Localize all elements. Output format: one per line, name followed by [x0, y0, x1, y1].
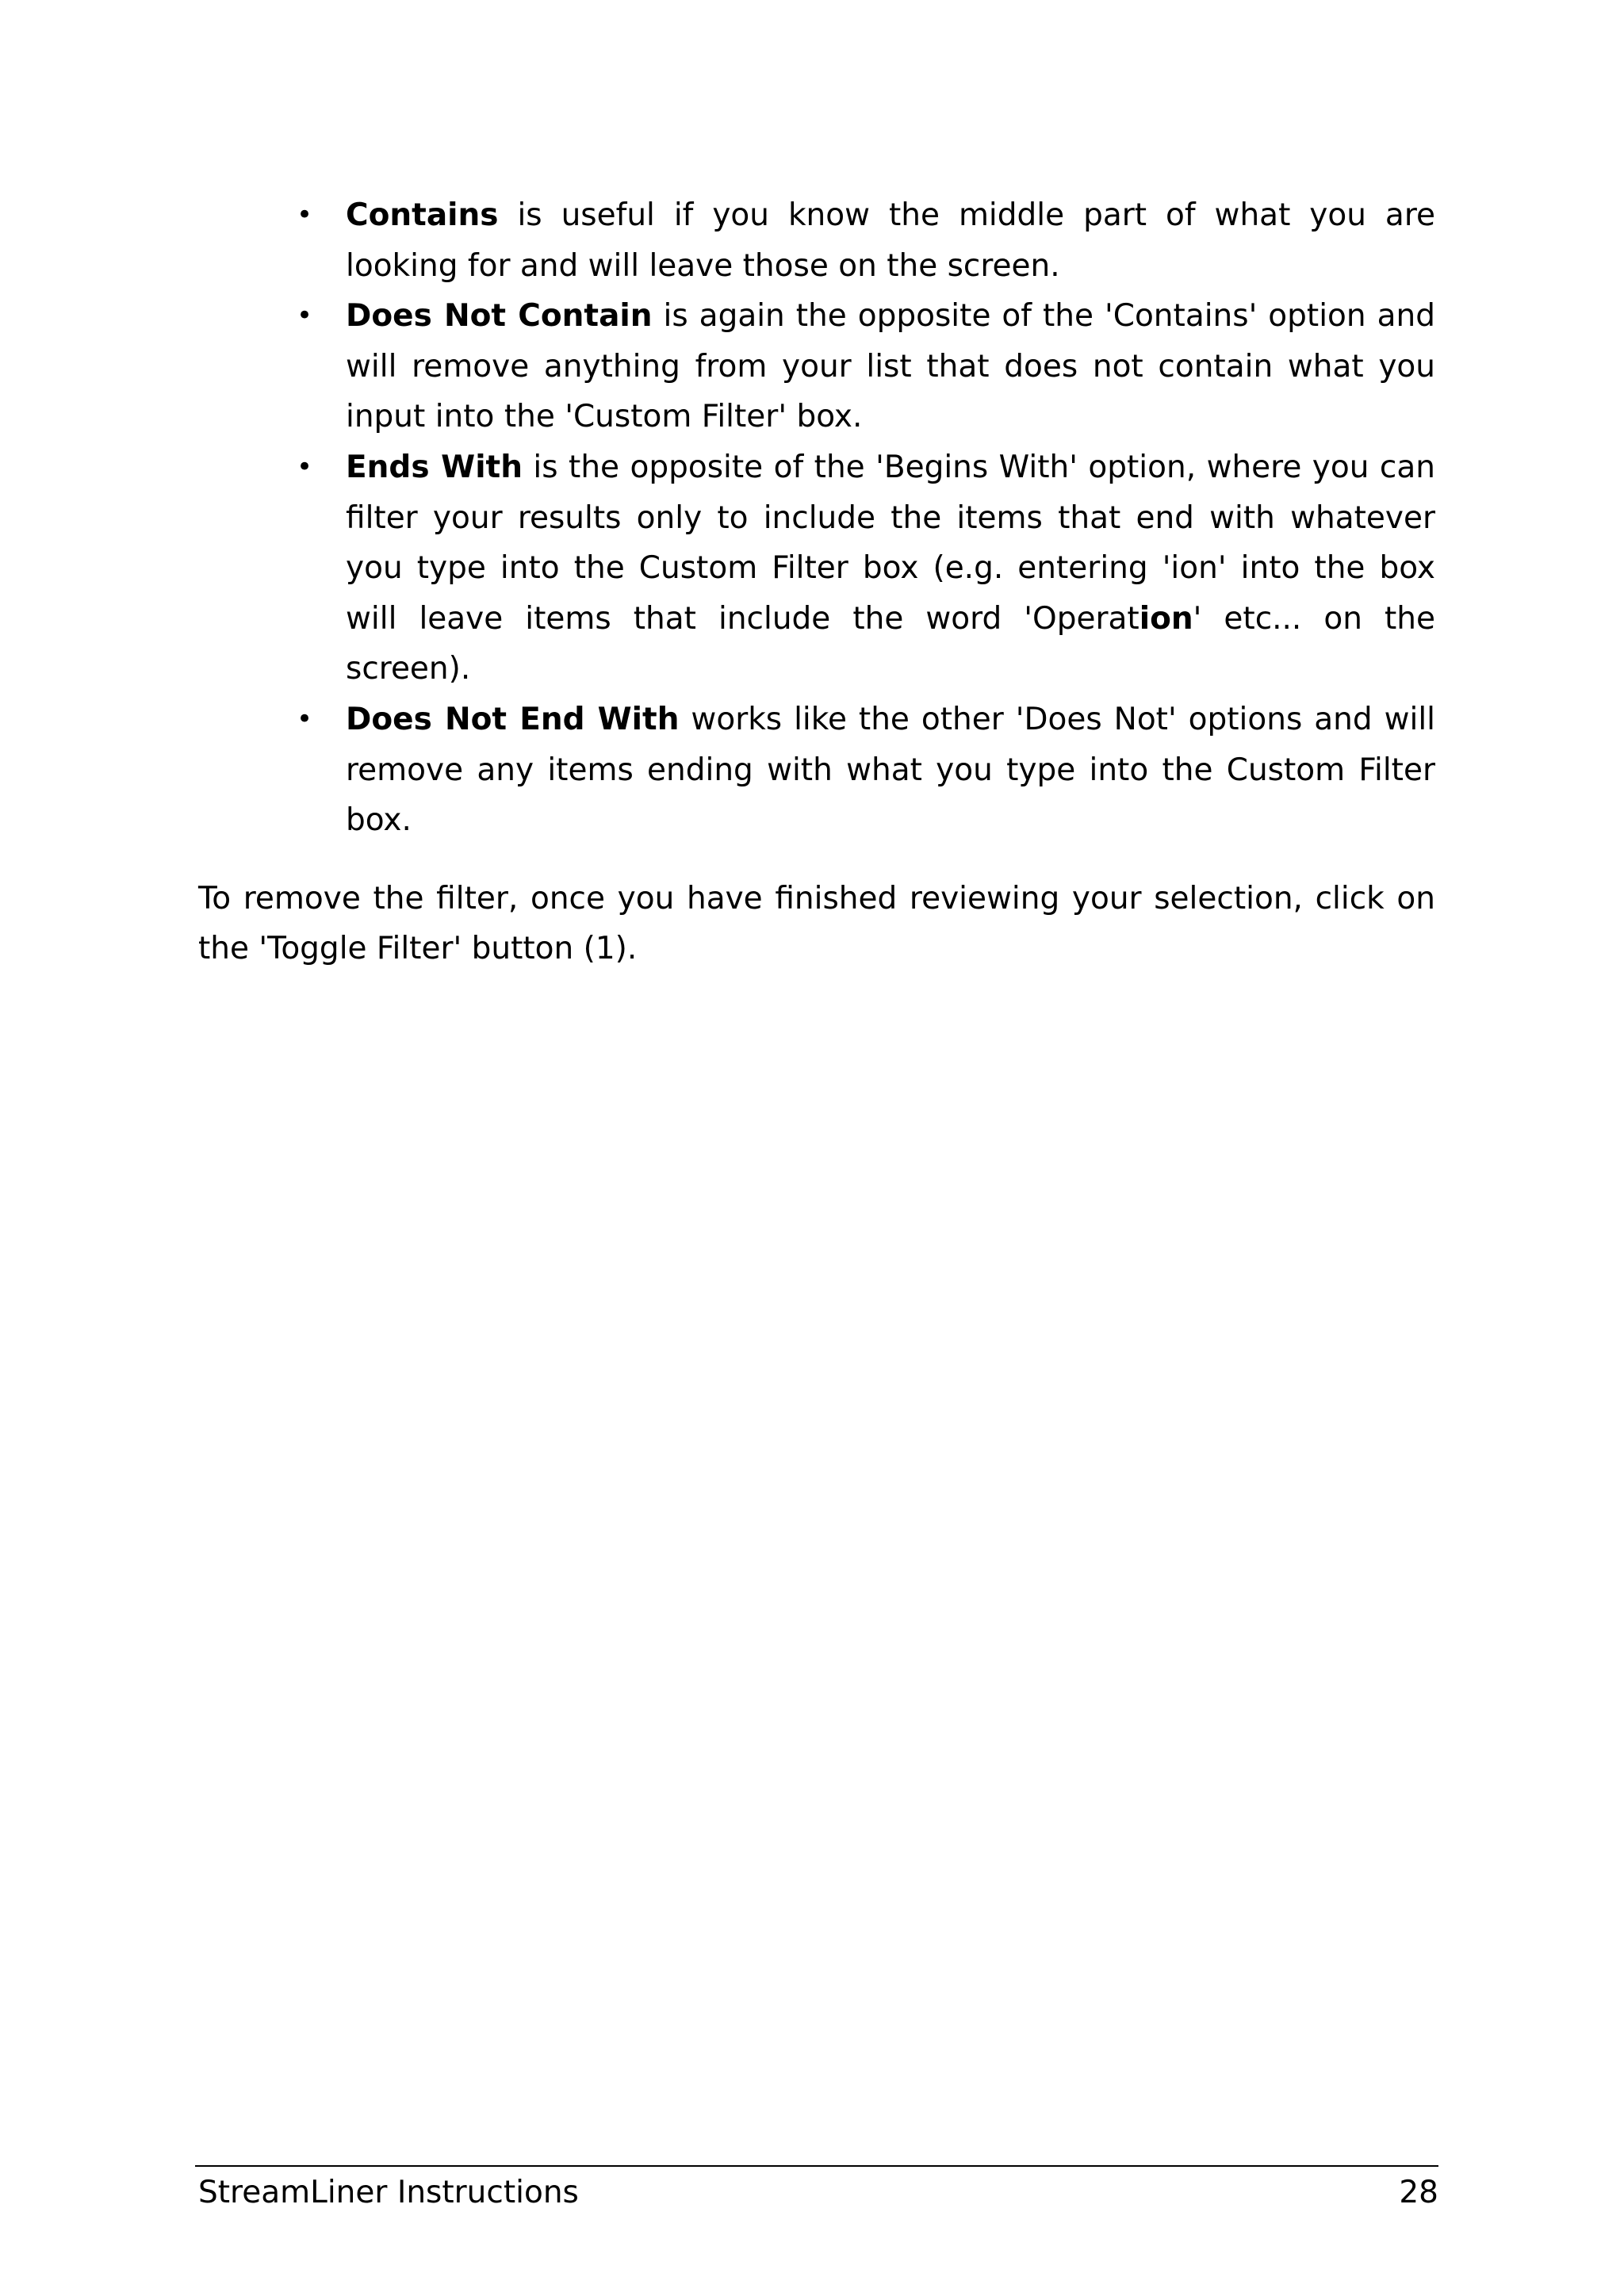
page-content: [198, 190, 1435, 974]
filter-options-list: [198, 190, 1435, 846]
option-description: is useful if you know the middle part of what you are looking for and will leave those on the screen.: [346, 197, 1435, 284]
bullet-icon: •: [297, 450, 313, 483]
bullet-icon: •: [297, 300, 313, 332]
footer-divider: [195, 2165, 1438, 2167]
option-description: works like the other 'Does Not' options and will remove any items ending with what you type into the Custom Filter box.: [346, 701, 1435, 839]
page-number: 28: [1399, 2175, 1438, 2210]
bullet-icon: •: [297, 199, 313, 231]
list-item: [198, 291, 1435, 442]
emphasized-suffix: ion: [1139, 600, 1193, 637]
list-item: [198, 442, 1435, 695]
option-description-end: ' etc... on the screen).: [346, 600, 1435, 687]
option-description: is the opposite of the 'Begins With' option, where you can filter your results only to include the items that end with whatever you type into the Custom Filter box (e.g. entering 'ion' into the box will leave items that include the word 'Operat: [346, 449, 1435, 637]
option-description: is again the opposite of the 'Contains' option and will remove anything from your list that does not contain what you input into the 'Custom Filter' box.: [346, 298, 1435, 435]
option-term: Does Not End With: [346, 701, 680, 737]
option-term: Contains: [346, 197, 499, 233]
list-item: [198, 695, 1435, 846]
closing-paragraph: To remove the filter, once you have finished reviewing your selection, click on the 'Toggle Filter' button (1).: [198, 880, 1435, 967]
bullet-icon: •: [297, 702, 313, 735]
list-item: [198, 190, 1435, 291]
footer-title: StreamLiner Instructions: [198, 2175, 579, 2210]
option-term: Does Not Contain: [346, 298, 653, 335]
option-term: Ends With: [346, 449, 523, 485]
